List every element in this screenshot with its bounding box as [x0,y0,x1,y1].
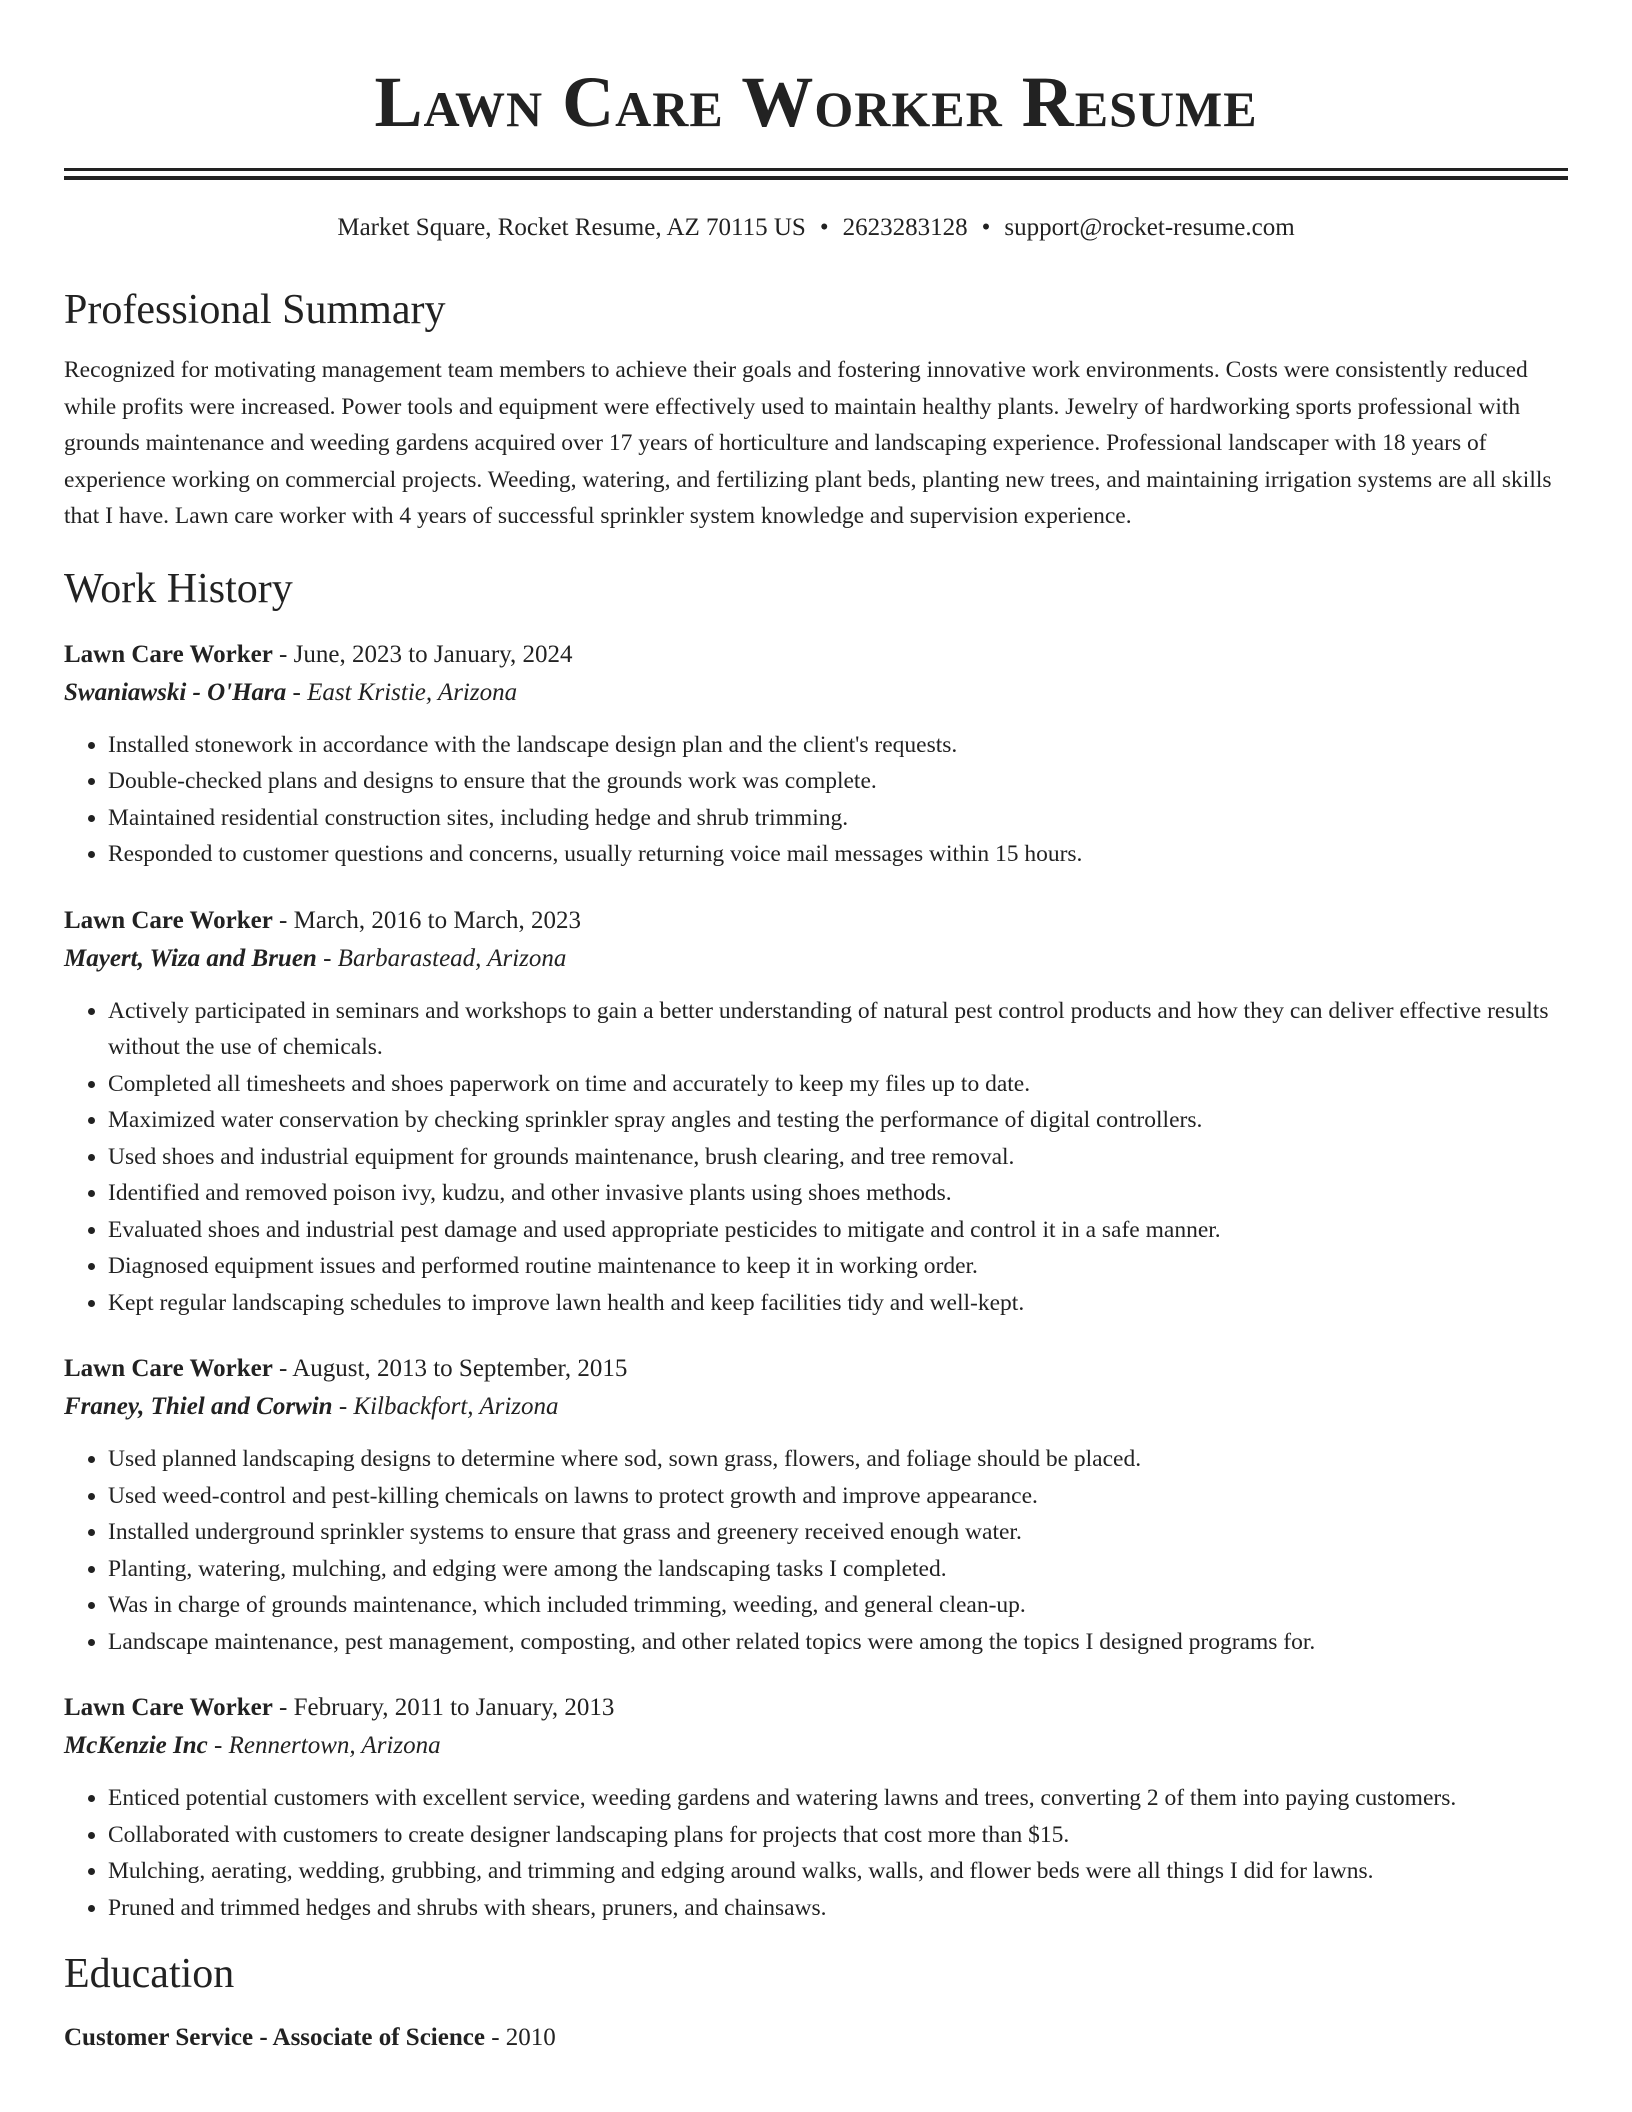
job-bullet: • Used weed-control and pest-killing chemicals on lawns to protect growth and improve appearance. [108,1478,1568,1515]
job-title-line [64,1351,1568,1387]
job-company: Mayert, Wiza and Bruen [64,944,317,972]
job-bullets [64,1441,1568,1660]
job-bullets [64,727,1568,873]
job-entry [64,1690,1568,1926]
job-bullet: • Enticed potential customers with excellent service, weeding gardens and watering lawns and trees, converting 2 of them into paying customers. [108,1780,1568,1817]
job-bullet: • Used shoes and industrial equipment for grounds maintenance, brush clearing, and tree removal. [108,1139,1568,1176]
job-company: Franey, Thiel and Corwin [64,1393,333,1420]
job-title-line [64,903,1568,939]
job-bullet: • Maximized water conservation by checking sprinkler spray angles and testing the performance of digital controllers. [108,1102,1568,1139]
job-bullet: • Was in charge of grounds maintenance, which included trimming, weeding, and general clean-up. [108,1587,1568,1624]
job-dates: - March, 2016 to March, 2023 [272,906,582,934]
work-history-heading: Work History [64,565,293,612]
education-degree: Customer Service - Associate of Science [64,2024,485,2051]
job-bullet: • Installed stonework in accordance with the landscape design plan and the client's requests. [108,727,1568,764]
job-role: Lawn Care Worker [64,640,273,668]
job-bullet: • Completed all timesheets and shoes paperwork on time and accurately to keep my files up to date. [108,1066,1568,1103]
contact-line [64,210,1568,246]
summary-text: Recognized for motivating management team members to achieve their goals and fostering innovative work environments. Costs were consistently reduced while profits were increased. Power tools and equipment were effectively used to maintain healthy plants. Jewelry of hardworking sports professional with grounds maintenance and weeding gardens acquired over 17 years of horticulture and landscaping experience. Professional landscaper with 18 years of experience working on commercial projects. Weeding, watering, and fertilizing plant beds, planting new trees, and maintaining irrigation systems are all skills that I have. Lawn care worker with 4 years of successful sprinkler system knowledge and supervision experience. [64,357,1552,529]
job-entry [64,1351,1568,1660]
company-line [64,1387,1568,1427]
contact-phone: 2623283128 [842,214,968,241]
contact-separator: • [819,214,829,241]
job-title-line [64,1690,1568,1726]
education-heading: Education [64,1951,235,1997]
job-bullet: • Evaluated shoes and industrial pest damage and used appropriate pesticides to mitigate and control it in a safe manner. [108,1212,1568,1249]
title-divider-bottom [64,176,1568,180]
job-bullets [64,993,1568,1322]
job-location: - East Kristie, Arizona [286,678,518,706]
job-location: - Rennertown, Arizona [207,1732,441,1759]
job-bullet: • Actively participated in seminars and workshops to gain a better understanding of natural pest control products and how they can deliver effective results without the use of chemicals. [108,993,1568,1066]
resume-page [64,0,1568,2056]
job-location: - Barbarastead, Arizona [316,944,567,972]
job-role: Lawn Care Worker [64,1694,273,1721]
contact-email: support@rocket-resume.com [1004,214,1295,241]
job-dates: - June, 2023 to January, 2024 [272,640,573,668]
title-divider-top [64,168,1568,171]
job-bullet: • Mulching, aerating, wedding, grubbing, and trimming and edging around walks, walls, and flower beds were all things I did for lawns. [108,1853,1568,1890]
job-role: Lawn Care Worker [64,906,273,934]
contact-address: Market Square, Rocket Resume, AZ 70115 US [337,214,806,241]
job-entry [64,637,1568,873]
job-bullet: • Pruned and trimmed hedges and shrubs with shears, pruners, and chainsaws. [108,1890,1568,1927]
job-location: - Kilbackfort, Arizona [332,1393,559,1420]
job-bullet: • Diagnosed equipment issues and performed routine maintenance to keep it in working order. [108,1248,1568,1285]
company-line [64,1726,1568,1766]
summary-heading: Professional Summary [64,287,446,333]
job-bullet: • Used planned landscaping designs to determine where sod, sown grass, flowers, and foliage should be placed. [108,1441,1568,1478]
company-line [64,673,1568,713]
job-bullet: • Responded to customer questions and concerns, usually returning voice mail messages within 15 hours. [108,836,1568,873]
job-title-line [64,637,1568,673]
company-line [64,939,1568,979]
job-role: Lawn Care Worker [64,1355,273,1382]
job-bullet: • Collaborated with customers to create designer landscaping plans for projects that cost more than $15. [108,1817,1568,1854]
job-dates: - August, 2013 to September, 2015 [272,1355,628,1382]
resume-title: Lawn Care Worker Resume [374,62,1258,142]
contact-separator: • [981,214,991,241]
job-bullet: • Planting, watering, mulching, and edging were among the landscaping tasks I completed. [108,1551,1568,1588]
job-company: McKenzie Inc [64,1732,208,1759]
job-company: Swaniawski - O'Hara [64,678,287,706]
job-bullet: • Maintained residential construction sites, including hedge and shrub trimming. [108,800,1568,837]
education-entry [64,2020,1568,2056]
job-bullet: • Double-checked plans and designs to ensure that the grounds work was complete. [108,763,1568,800]
job-bullet: • Kept regular landscaping schedules to improve lawn health and keep facilities tidy and well-kept. [108,1285,1568,1322]
job-dates: - February, 2011 to January, 2013 [272,1694,615,1721]
job-entry [64,903,1568,1322]
job-bullets [64,1780,1568,1926]
job-bullet: • Installed underground sprinkler systems to ensure that grass and greenery received enough water. [108,1514,1568,1551]
job-bullet: • Landscape maintenance, pest management, composting, and other related topics were among the topics I designed programs for. [108,1624,1568,1661]
job-bullet: • Identified and removed poison ivy, kudzu, and other invasive plants using shoes methods. [108,1175,1568,1212]
education-year: - 2010 [484,2024,556,2051]
